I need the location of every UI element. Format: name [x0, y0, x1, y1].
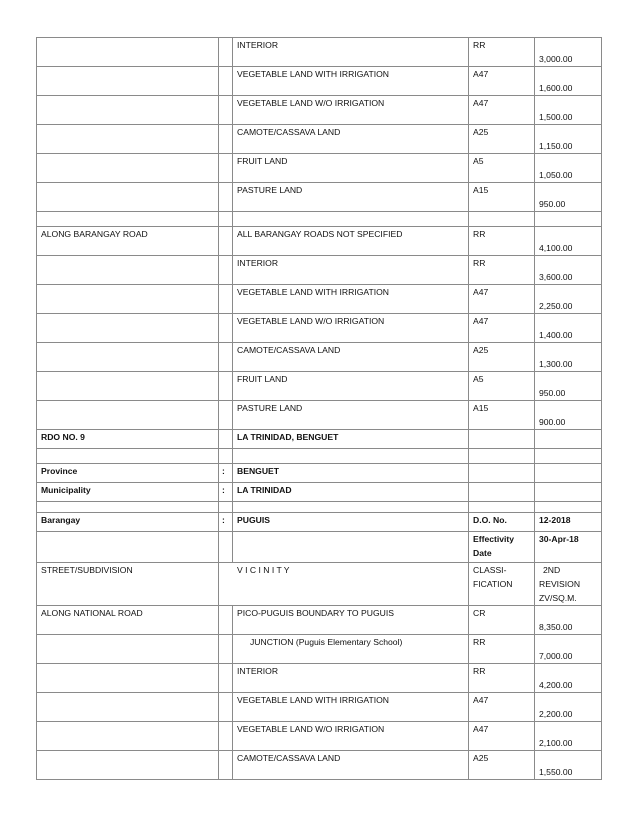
- municipality-value: LA TRINIDAD: [233, 483, 469, 502]
- table-row: [37, 751, 602, 780]
- location-cell: VEGETABLE LAND W/O IRRIGATION: [233, 96, 469, 125]
- vicinity-header: V I C I N I T Y: [219, 563, 469, 606]
- table-row: [37, 314, 602, 343]
- class-cell: A47: [469, 285, 535, 314]
- value-cell: 950.00: [535, 183, 602, 212]
- location-cell: VEGETABLE LAND W/O IRRIGATION: [233, 314, 469, 343]
- table-row: [37, 343, 602, 372]
- blank-row: [37, 212, 602, 227]
- street-cell: ALONG BARANGAY ROAD: [37, 227, 219, 256]
- table-row: [37, 67, 602, 96]
- value-cell: 950.00: [535, 372, 602, 401]
- value-cell: 1,600.00: [535, 67, 602, 96]
- class-cell: A47: [469, 96, 535, 125]
- location-cell: INTERIOR: [233, 256, 469, 285]
- location-cell: JUNCTION (Puguis Elementary School): [233, 635, 469, 664]
- municipality-label: Municipality: [37, 483, 219, 502]
- value-cell: 2,100.00: [535, 722, 602, 751]
- location-cell: CAMOTE/CASSAVA LAND: [233, 125, 469, 154]
- value-cell: 2,250.00: [535, 285, 602, 314]
- class-cell: A5: [469, 372, 535, 401]
- table-row: [37, 38, 602, 67]
- class-cell: A47: [469, 314, 535, 343]
- effectivity-value: 30-Apr-18: [535, 532, 602, 563]
- location-cell: VEGETABLE LAND WITH IRRIGATION: [233, 693, 469, 722]
- street-header: STREET/SUBDIVISION: [37, 563, 219, 606]
- class-cell: RR: [469, 256, 535, 285]
- value-cell: 1,500.00: [535, 96, 602, 125]
- table-row: [37, 125, 602, 154]
- location-cell: PASTURE LAND: [233, 401, 469, 430]
- class-cell: RR: [469, 635, 535, 664]
- location-cell: CAMOTE/CASSAVA LAND: [233, 343, 469, 372]
- location-cell: ALL BARANGAY ROADS NOT SPECIFIED: [233, 227, 469, 256]
- effectivity-label: Effectivity Date: [469, 532, 535, 563]
- table-row: [37, 96, 602, 125]
- do-value: 12-2018: [535, 513, 602, 532]
- class-cell: A15: [469, 401, 535, 430]
- zonal-value-table: [36, 37, 602, 780]
- class-header: CLASSI- FICATION: [469, 563, 535, 606]
- table-row: [37, 285, 602, 314]
- value-cell: 1,400.00: [535, 314, 602, 343]
- blank-row: [37, 449, 602, 464]
- province-label: Province: [37, 464, 219, 483]
- blank-row: [37, 502, 602, 513]
- barangay-row: [37, 513, 602, 532]
- table-row: [37, 693, 602, 722]
- effectivity-row: [37, 532, 602, 563]
- value-cell: 3,000.00: [535, 38, 602, 67]
- value-cell: 900.00: [535, 401, 602, 430]
- location-cell: PICO-PUGUIS BOUNDARY TO PUGUIS: [233, 606, 469, 635]
- table-row: [37, 183, 602, 212]
- class-cell: CR: [469, 606, 535, 635]
- table-row: [37, 635, 602, 664]
- value-cell: 4,100.00: [535, 227, 602, 256]
- location-cell: VEGETABLE LAND W/O IRRIGATION: [233, 722, 469, 751]
- class-cell: RR: [469, 664, 535, 693]
- class-cell: A47: [469, 722, 535, 751]
- location-cell: PASTURE LAND: [233, 183, 469, 212]
- table-row: [37, 664, 602, 693]
- table-row: [37, 401, 602, 430]
- location-cell: FRUIT LAND: [233, 372, 469, 401]
- province-row: [37, 464, 602, 483]
- rdo-value: LA TRINIDAD, BENGUET: [233, 430, 469, 449]
- table-row: [37, 256, 602, 285]
- barangay-label: Barangay: [37, 513, 219, 532]
- value-cell: 1,150.00: [535, 125, 602, 154]
- province-value: BENGUET: [233, 464, 469, 483]
- value-cell: 1,050.00: [535, 154, 602, 183]
- class-cell: A25: [469, 751, 535, 780]
- location-cell: INTERIOR: [233, 38, 469, 67]
- class-cell: RR: [469, 38, 535, 67]
- value-cell: 8,350.00: [535, 606, 602, 635]
- rdo-label: RDO NO. 9: [37, 430, 219, 449]
- value-cell: 4,200.00: [535, 664, 602, 693]
- location-cell: INTERIOR: [233, 664, 469, 693]
- location-cell: CAMOTE/CASSAVA LAND: [233, 751, 469, 780]
- table-row: [37, 722, 602, 751]
- value-cell: 3,600.00: [535, 256, 602, 285]
- location-cell: VEGETABLE LAND WITH IRRIGATION: [233, 285, 469, 314]
- table-row: [37, 606, 602, 635]
- colon: :: [219, 483, 233, 502]
- table-row: [37, 154, 602, 183]
- value-cell: 7,000.00: [535, 635, 602, 664]
- location-cell: FRUIT LAND: [233, 154, 469, 183]
- class-cell: RR: [469, 227, 535, 256]
- do-label: D.O. No.: [469, 513, 535, 532]
- class-cell: A47: [469, 67, 535, 96]
- value-cell: 1,300.00: [535, 343, 602, 372]
- class-cell: A47: [469, 693, 535, 722]
- colon: :: [219, 464, 233, 483]
- class-cell: A25: [469, 125, 535, 154]
- class-cell: A5: [469, 154, 535, 183]
- table-row: [37, 372, 602, 401]
- revision-header: 2ND REVISION ZV/SQ.M.: [535, 563, 602, 606]
- street-cell: ALONG NATIONAL ROAD: [37, 606, 219, 635]
- rdo-row: [37, 430, 602, 449]
- table-row: [37, 227, 602, 256]
- barangay-value: PUGUIS: [233, 513, 469, 532]
- location-cell: VEGETABLE LAND WITH IRRIGATION: [233, 67, 469, 96]
- class-cell: A25: [469, 343, 535, 372]
- column-header-row: [37, 563, 602, 606]
- street-cell: [37, 38, 219, 67]
- municipality-row: [37, 483, 602, 502]
- class-cell: A15: [469, 183, 535, 212]
- value-cell: 2,200.00: [535, 693, 602, 722]
- colon: :: [219, 513, 233, 532]
- value-cell: 1,550.00: [535, 751, 602, 780]
